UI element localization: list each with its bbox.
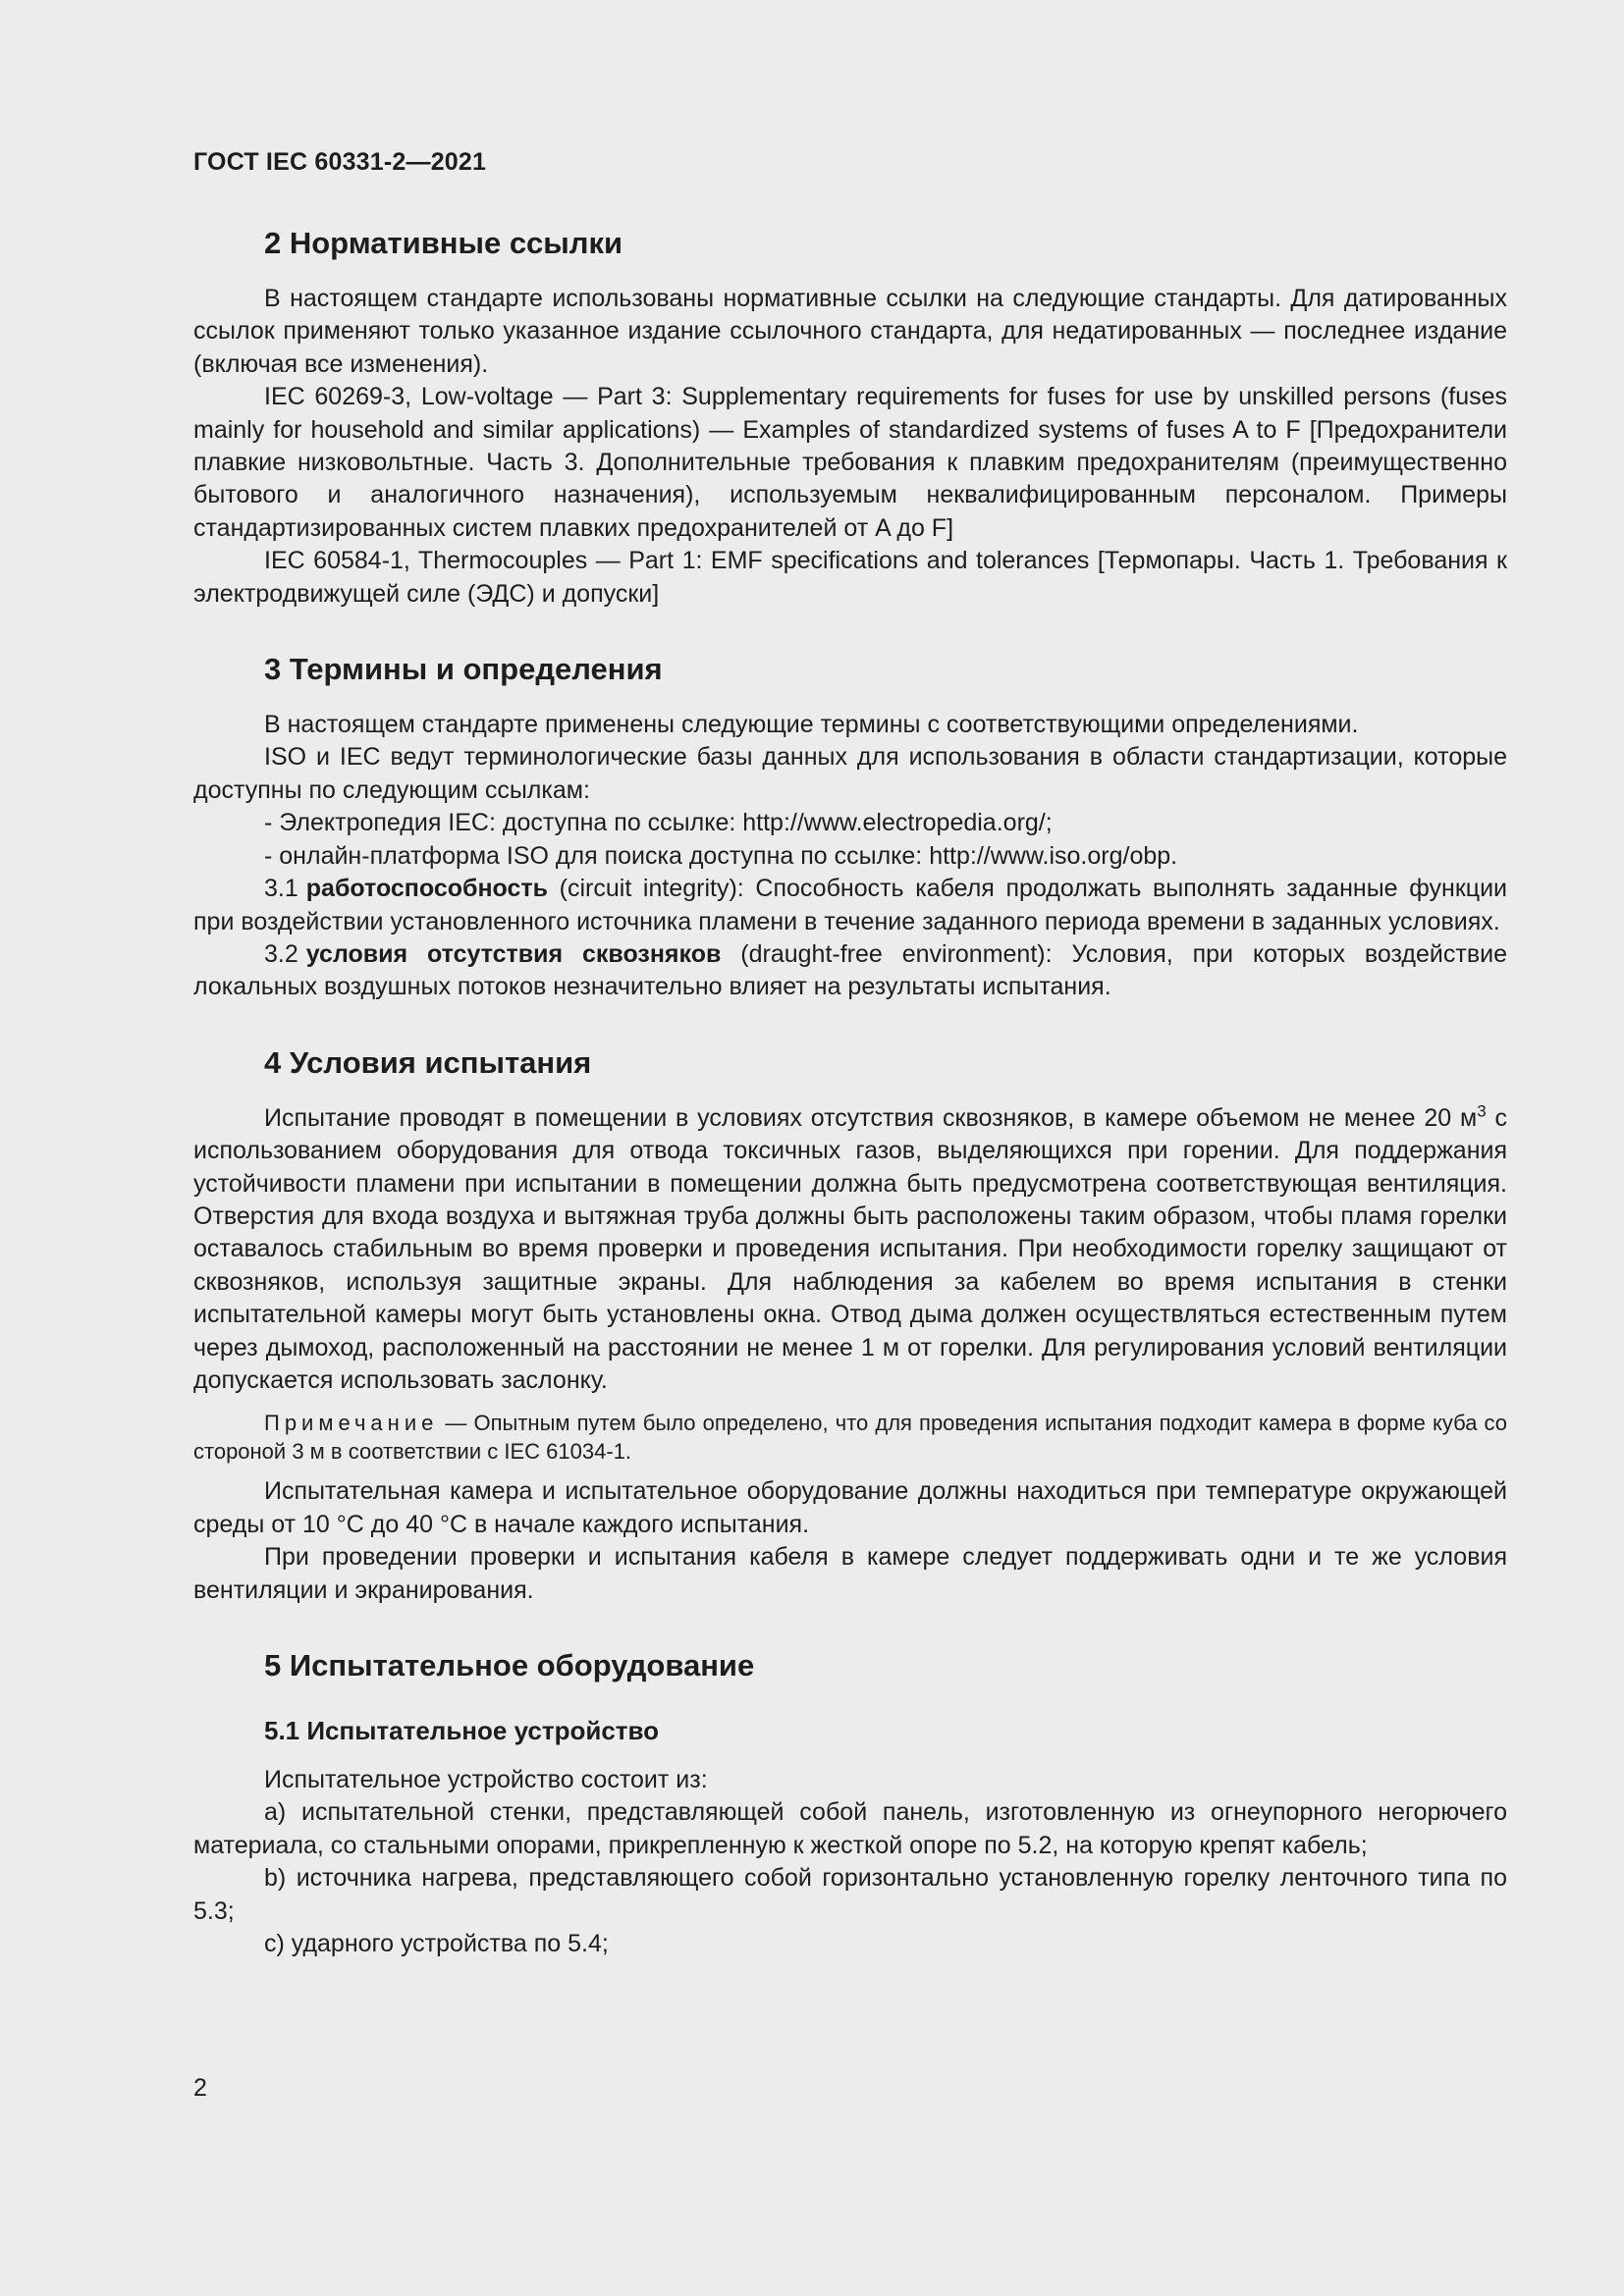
note-label: Примечание <box>264 1411 439 1436</box>
apparatus-intro: Испытательное устройство состоит из: <box>264 1766 708 1793</box>
page-body <box>193 224 1507 1960</box>
term-3-1-definition: (circuit integrity): Способность кабеля продолжать выполнять заданные функции при воздействии установленного источника пламени в течение заданного периода времени в заданных условиях. <box>193 875 1507 935</box>
note-paragraph <box>193 1409 1507 1466</box>
apparatus-item-a: а) испытательной стенки, представляющей собой панель, изготовленную из огнеупорного негорючего материала, со стальными опорами, прикрепленную к жесткой опоре по 5.2, на которую крепят кабель; <box>193 1798 1507 1859</box>
test-conditions-text-rest: с использованием оборудования для отвода токсичных газов, выделяющихся при горении. Для поддержания устойчивости пламени при испытании в помещении должна быть предусмотрена соответствующая вентиляция. Отверстия для входа воздуха и вытяжная труба должны быть расположены таким образом, чтобы пламя горелки оставалось стабильным во время проверки и проведения испытания. При необходимости горелку защищают от сквозняков, используя защитные экраны. Для наблюдения за кабелем во время испытания в стенки испытательной камеры могут быть установлены окна. Отвод дыма должен осуществляться естественным путем через дымоход, расположенный на расстоянии не менее 1 м от горелки. Для регулирования условий вентиляции допускается использовать заслонку. <box>193 1103 1507 1394</box>
note-text: — Опытным путем было определено, что для проведения испытания подходит камера в форме куба со стороной 3 м в соответствии с IEC 61034-1. <box>193 1411 1507 1465</box>
section-5-heading: 5 Испытательное оборудование <box>264 1648 755 1682</box>
term-3-2-definition: (draught-free environment): Условия, при которых воздействие локальных воздушных потоков незначительно влияет на результаты испытания. <box>193 939 1507 1001</box>
test-conditions-text-start: Испытание проводят в помещении в условиях отсутствия сквозняков, в камере объемом не менее 20 м <box>264 1103 1478 1132</box>
terminology-databases-paragraph: ISO и IEC ведут терминологические базы данных для использования в области стандартизации, которые доступны по следующим ссылкам: <box>193 743 1507 804</box>
section-3-intro: В настоящем стандарте применены следующие термины с соответствующими определениями. <box>264 711 1359 739</box>
section-2-intro: В настоящем стандарте использованы нормативные ссылки на следующие стандарты. Для датированных ссылок применяют только указанное издание ссылочного стандарта, для недатированных — последнее издание (включая все изменения). <box>193 285 1507 378</box>
section-4-heading: 4 Условия испытания <box>264 1044 592 1080</box>
reference-iec-60584-1: IEC 60584-1, Thermocouples — Part 1: EMF specifications and tolerances [Термопары. Часть 1. Требования к электродвижущей силе (ЭДС) и допуски] <box>193 547 1507 608</box>
cubic-superscript: 3 <box>1477 1101 1487 1121</box>
section-2-heading: 2 Нормативные ссылки <box>264 226 623 260</box>
ventilation-paragraph: При проведении проверки и испытания кабеля в камере следует поддерживать одни и те же условия вентиляции и экранирования. <box>193 1543 1507 1604</box>
electropedia-link-item: - Электропедия IEC: доступна по ссылке: http://www.electropedia.org/; <box>264 809 1053 837</box>
term-3-1-number: 3.1 <box>264 875 298 903</box>
term-3-2-number: 3.2 <box>264 939 298 968</box>
standard-designation: ГОСТ IEC 60331-2—2021 <box>193 148 487 176</box>
apparatus-item-b: b) источника нагрева, представляющего собой горизонтально установленную горелку ленточного типа по 5.3; <box>193 1864 1507 1925</box>
term-3-2 <box>193 938 1507 1004</box>
reference-iec-60269-3: IEC 60269-3, Low-voltage — Part 3: Supplementary requirements for fuses for use by unskilled persons (fuses mainly for household and similar applications) — Examples of standardized systems of fuses A to F [Предохранители плавкие низковольтные. Часть 3. Дополнительные требования к плавким предохранителям (преимущественно бытового и аналогичного назначения), используемым неквалифицированным персоналом. Примеры стандартизированных систем плавких предохранителей от A до F] <box>193 383 1507 542</box>
iso-obp-link-item: - онлайн-платформа ISO для поиска доступна по ссылке: http://www.iso.org/obp. <box>264 841 1178 870</box>
term-3-2-name: условия отсутствия сквозняков <box>305 939 722 968</box>
section-3-heading: 3 Термины и определения <box>264 652 663 687</box>
page-number: 2 <box>193 2074 207 2102</box>
term-3-1 <box>193 873 1507 938</box>
subsection-5-1-heading: 5.1 Испытательное устройство <box>264 1716 660 1745</box>
ambient-temperature-paragraph: Испытательная камера и испытательное оборудование должны находиться при температуре окружающей среды от 10 °С до 40 °С в начале каждого испытания. <box>193 1477 1507 1538</box>
apparatus-item-c: с) ударного устройства по 5.4; <box>264 1930 609 1958</box>
term-3-1-name: работоспособность <box>305 875 549 903</box>
test-conditions-paragraph <box>193 1102 1507 1398</box>
